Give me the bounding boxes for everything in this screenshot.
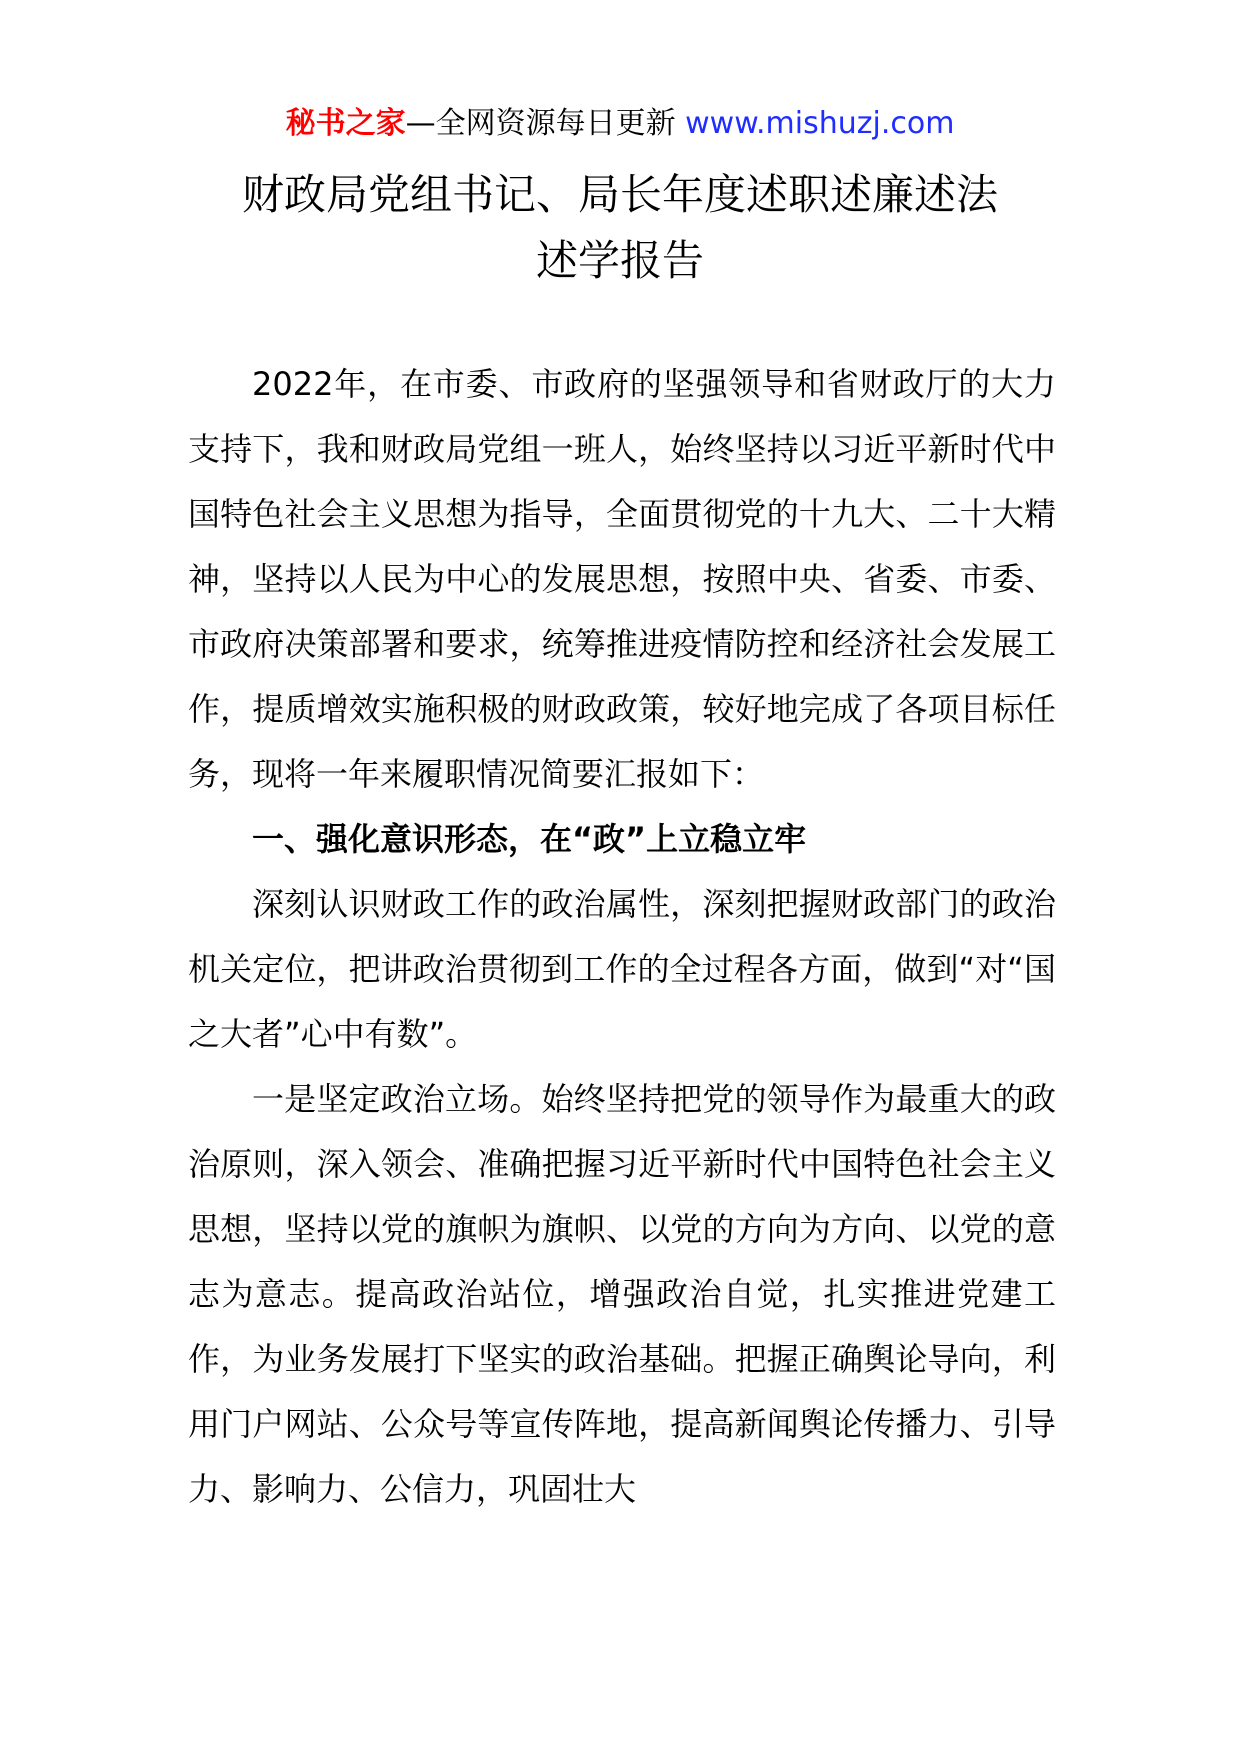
header-tagline: —全网资源每日更新	[405, 106, 676, 141]
paragraph-intro: 2022年，在市委、市政府的坚强领导和省财政厅的大力支持下，我和财政局党组一班人，始终坚持以习近平新时代中国特色社会主义思想为指导，全面贯彻党的十九大、二十大精神，坚持以人民为中心的发展思想，按照中央、省委、市委、市政府决策部署和要求，统筹推进疫情防控和经济社会发展工作，提质增效实施积极的财政政策，较好地完成了各项目标任务，现将一年来履职情况简要汇报如下：	[188, 365, 1056, 793]
site-url[interactable]: www.mishuzj.com	[685, 106, 955, 141]
section-heading-1: 一、强化意识形态，在“政”上立稳立牢	[252, 820, 807, 858]
title-line-2: 述学报告	[535, 236, 704, 285]
document-body	[188, 352, 1056, 1522]
paragraph-section-1-summary: 深刻认识财政工作的政治属性，深刻把握财政部门的政治机关定位，把讲政治贯彻到工作的全过程各方面，做到“对“国之大者”心中有数”。	[188, 885, 1056, 1053]
document-title	[150, 162, 1090, 294]
paragraph-political-stance: 一是坚定政治立场。始终坚持把党的领导作为最重大的政治原则，深入领会、准确把握习近平新时代中国特色社会主义思想，坚持以党的旗帜为旗帜、以党的方向为方向、以党的意志为意志。提高政治站位，增强政治自觉，扎实推进党建工作，为业务发展打下坚实的政治基础。把握正确舆论导向，利用门户网站、公众号等宣传阵地，提高新闻舆论传播力、引导力、影响力、公信力，巩固壮大	[188, 1080, 1056, 1508]
brand-name: 秘书之家	[285, 106, 406, 141]
site-header	[0, 102, 1240, 146]
title-line-1: 财政局党组书记、局长年度述职述廉述法	[241, 170, 998, 219]
